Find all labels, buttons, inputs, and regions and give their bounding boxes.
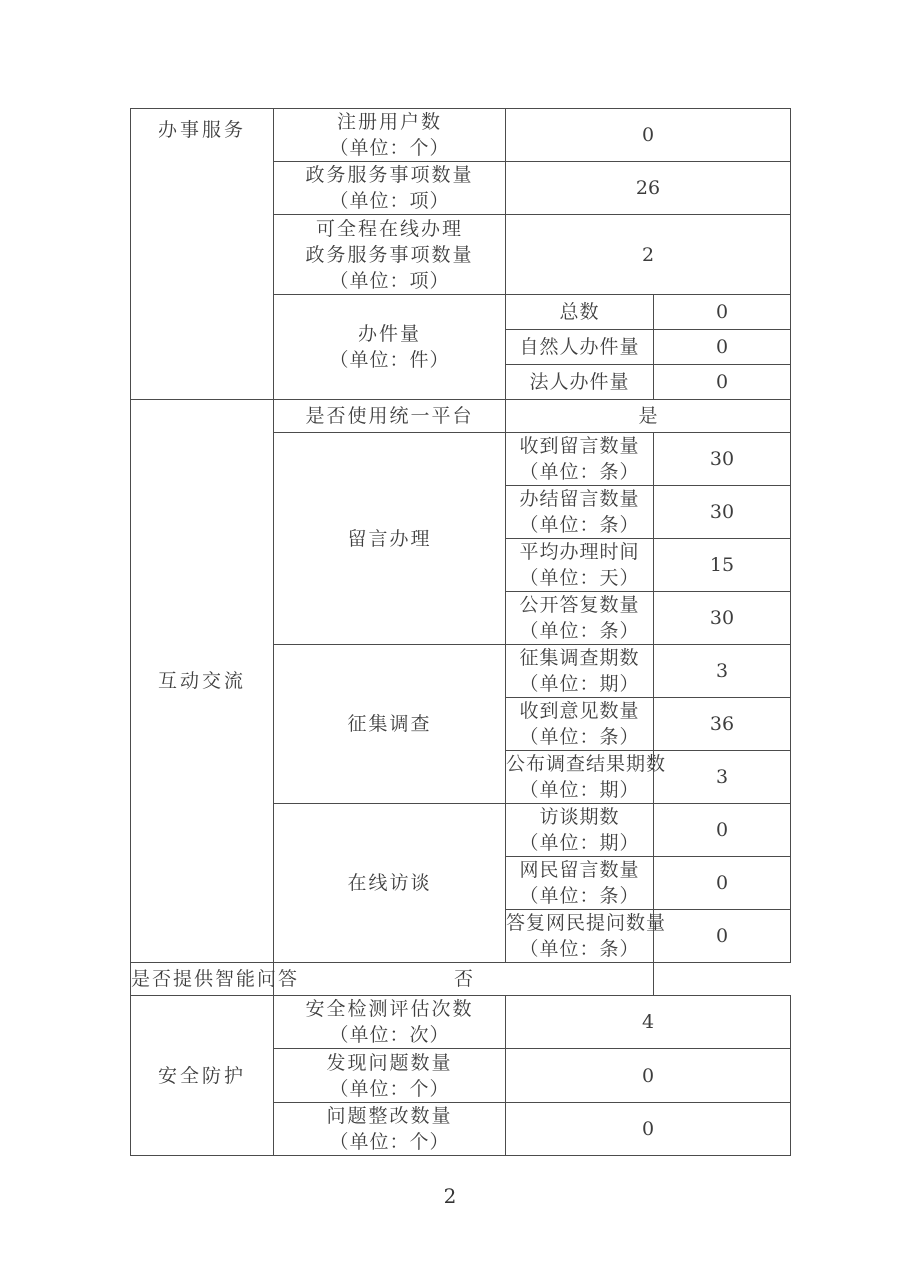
metric-label-line2: 政务服务事项数量	[305, 243, 474, 266]
metric-unit: （单位：个）	[329, 137, 450, 159]
metric-unit: （单位：次）	[329, 1024, 450, 1046]
metric-label: 政务服务事项数量	[305, 164, 474, 186]
submetric-label: 平均办理时间	[519, 541, 640, 563]
submetric-label-cell	[506, 539, 654, 592]
metric-label: 注册用户数	[336, 111, 442, 133]
submetric-unit: （单位：条）	[519, 514, 640, 536]
section-label-services: 办事服务	[131, 109, 274, 400]
table-row	[131, 963, 791, 996]
submetric-unit: （单位：期）	[519, 832, 640, 854]
metric-label: 可全程在线办理	[315, 217, 463, 240]
metric-unit: （单位：项）	[329, 190, 450, 212]
submetric-label: 网民留言数量	[519, 859, 640, 881]
metric-label-cell	[274, 1049, 506, 1103]
metric-value: 0	[506, 1103, 791, 1156]
submetric-label-cell	[506, 592, 654, 645]
submetric-unit: （单位：条）	[519, 461, 640, 483]
metric-value: 0	[506, 1049, 791, 1103]
metric-value: 4	[506, 996, 791, 1049]
metric-label-cell	[274, 996, 506, 1049]
submetric-value: 0	[654, 365, 791, 400]
submetric-label: 法人办件量	[506, 365, 654, 400]
metric-value: 0	[506, 109, 791, 162]
submetric-label: 总数	[506, 295, 654, 330]
metric-label-cell	[274, 109, 506, 162]
metric-group-label: 在线访谈	[347, 872, 432, 894]
section-label-security: 安全防护	[131, 996, 274, 1156]
submetric-label: 公开答复数量	[519, 594, 640, 616]
metric-value: 26	[506, 162, 791, 215]
submetric-value: 15	[654, 539, 791, 592]
submetric-value: 30	[654, 592, 791, 645]
metric-value: 是	[506, 400, 791, 433]
submetric-value: 0	[654, 330, 791, 365]
submetric-unit: （单位：条）	[519, 620, 640, 642]
submetric-label-cell	[506, 910, 667, 963]
submetric-label-cell	[506, 645, 654, 698]
submetric-label: 收到留言数量	[519, 435, 640, 457]
submetric-value: 3	[654, 751, 791, 804]
metric-label-cell	[131, 963, 300, 996]
metric-unit: （单位：个）	[329, 1131, 450, 1153]
metric-label: 是否提供智能问答	[131, 968, 300, 990]
metric-group-unit: （单位：件）	[329, 349, 450, 371]
metric-label-cell	[274, 215, 506, 295]
metric-value: 否	[274, 963, 654, 996]
submetric-label-cell	[506, 698, 654, 751]
metric-group-label: 办件量	[357, 323, 421, 345]
submetric-value: 0	[654, 857, 791, 910]
submetric-label-cell	[506, 751, 667, 804]
section-label-interaction: 互动交流	[131, 400, 274, 963]
metric-group-label: 留言办理	[347, 527, 432, 550]
table-row	[131, 109, 791, 162]
submetric-value: 0	[654, 295, 791, 330]
submetric-label: 访谈期数	[539, 806, 620, 828]
table-row	[131, 400, 791, 433]
metric-label: 发现问题数量	[326, 1051, 453, 1074]
submetric-value: 3	[654, 645, 791, 698]
submetric-label-cell	[506, 804, 654, 857]
submetric-unit: （单位：条）	[519, 938, 640, 960]
metric-label-cell	[274, 400, 506, 433]
submetric-label: 自然人办件量	[506, 330, 654, 365]
submetric-label: 征集调查期数	[519, 647, 640, 669]
metric-label: 是否使用统一平台	[305, 405, 474, 427]
submetric-unit: （单位：条）	[519, 885, 640, 907]
metric-unit: （单位：个）	[329, 1077, 450, 1100]
table-row	[131, 996, 791, 1049]
submetric-label: 答复网民提问数量	[506, 912, 667, 934]
submetric-value: 0	[654, 910, 791, 963]
submetric-label-cell	[506, 433, 654, 486]
metric-group-label-cell	[274, 645, 506, 804]
metric-group-label-cell	[274, 804, 506, 963]
submetric-label: 办结留言数量	[519, 488, 640, 510]
submetric-value: 0	[654, 804, 791, 857]
submetric-value: 36	[654, 698, 791, 751]
report-table	[130, 108, 791, 1156]
metric-group-label: 征集调查	[347, 713, 432, 735]
submetric-unit: （单位：条）	[519, 726, 640, 748]
submetric-value: 30	[654, 486, 791, 539]
submetric-label-cell	[506, 857, 654, 910]
metric-group-label-cell	[274, 433, 506, 645]
submetric-label: 收到意见数量	[519, 700, 640, 722]
metric-label-cell	[274, 1103, 506, 1156]
submetric-unit: （单位：天）	[519, 567, 640, 589]
metric-label: 安全检测评估次数	[305, 998, 474, 1020]
metric-value: 2	[506, 215, 791, 295]
metric-unit: （单位：项）	[329, 269, 450, 292]
metric-group-label-cell	[274, 295, 506, 400]
submetric-value: 30	[654, 433, 791, 486]
submetric-unit: （单位：期）	[519, 779, 640, 801]
page-number: 2	[443, 1184, 457, 1208]
submetric-label: 公布调查结果期数	[506, 753, 667, 775]
metric-label: 问题整改数量	[326, 1105, 453, 1127]
metric-label-cell	[274, 162, 506, 215]
submetric-label-cell	[506, 486, 654, 539]
submetric-unit: （单位：期）	[519, 673, 640, 695]
